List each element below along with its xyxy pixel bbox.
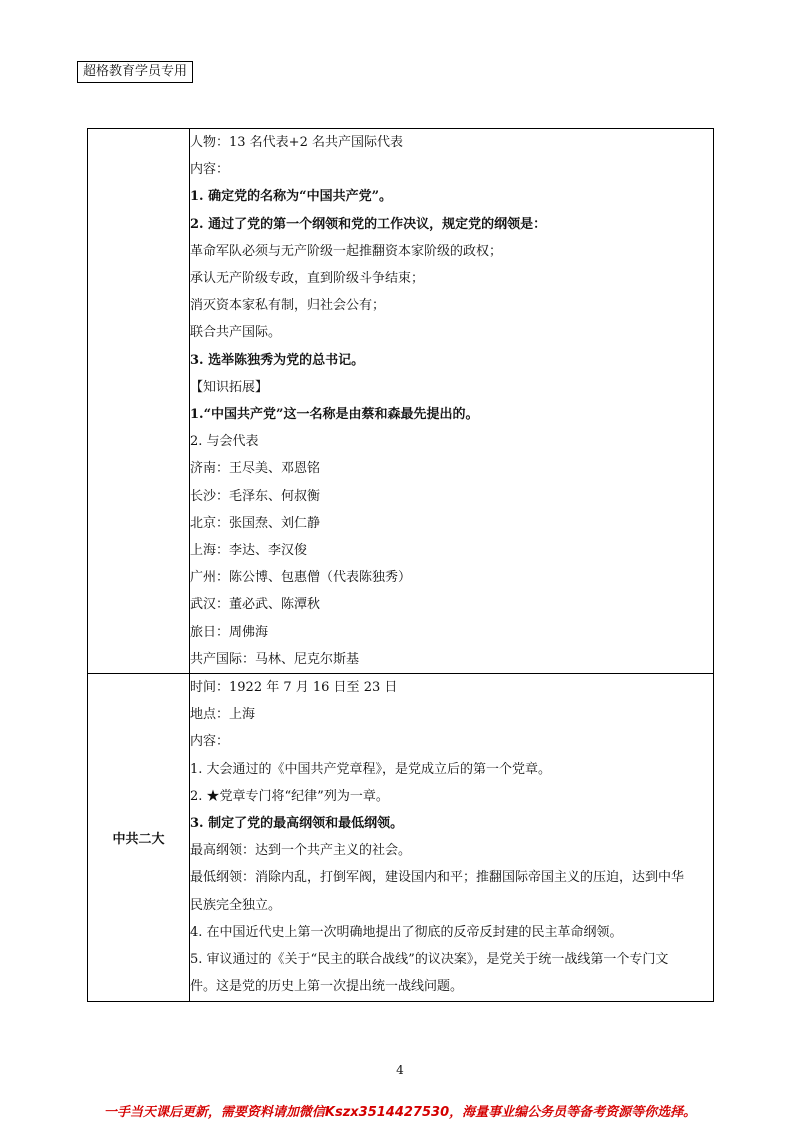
text-line: 3. 制定了党的最高纲领和最低纲领。 bbox=[190, 816, 404, 832]
text-line: 2. 与会代表 bbox=[190, 434, 259, 450]
text-line: 1. 大会通过的《中国共产党章程》，是党成立后的第一个党章。 bbox=[190, 761, 552, 777]
text-line: 消灭资本家私有制，归社会公有； bbox=[190, 298, 386, 314]
text-line: 革命军队必须与无产阶级一起推翻资本家阶级的政权； bbox=[190, 243, 503, 259]
page-number: 4 bbox=[396, 1063, 404, 1077]
text-line: 5. 审议通过的《关于“民主的联合战线”的议决案》，是党关于统一战线第一个专门文 bbox=[190, 952, 669, 968]
table-row bbox=[88, 674, 714, 1001]
text-line: 上海：李达、李汉俊 bbox=[190, 543, 308, 559]
text-line: 内容： bbox=[190, 734, 230, 750]
text-line: 最高纲领：达到一个共产主义的社会。 bbox=[190, 843, 412, 859]
text-line: 1. 确定党的名称为“中国共产党”。 bbox=[190, 189, 393, 205]
text-line: 2. 通过了党的第一个纲领和党的工作决议，规定党的纲领是： bbox=[190, 216, 547, 232]
text-line: 最低纲领：消除内乱，打倒军阀，建设国内和平；推翻国际帝国主义的压迫，达到中华 bbox=[190, 870, 685, 886]
text-line: 济南：王尽美、邓恩铭 bbox=[190, 461, 321, 477]
text-line: 地点：上海 bbox=[190, 707, 256, 723]
text-line: 共产国际：马林、尼克尔斯基 bbox=[190, 651, 360, 667]
text-line: 民族完全独立。 bbox=[190, 897, 282, 913]
text-line: 联合共产国际。 bbox=[190, 325, 282, 341]
text-line: 旅日：周佛海 bbox=[190, 624, 269, 640]
footer-note: 一手当天课后更新，需要资料请加微信Kszx3514427530，海量事业编公务员等备考资源等你选择。 bbox=[103, 1105, 697, 1120]
text-line: 人物：13 名代表+2 名共产国际代表 bbox=[190, 135, 403, 150]
text-line: 内容： bbox=[190, 162, 230, 178]
text-line: 武汉：董必武、陈潭秋 bbox=[190, 597, 321, 613]
text-line: 4. 在中国近代史上第一次明确地提出了彻底的反帝反封建的民主革命纲领。 bbox=[190, 924, 623, 940]
table-row bbox=[88, 129, 714, 674]
row-label: 中共二大 bbox=[88, 674, 190, 1001]
row-content bbox=[190, 674, 714, 1001]
header-tag: 超格教育学员专用 bbox=[77, 61, 193, 83]
text-line: 3. 选举陈独秀为党的总书记。 bbox=[190, 352, 365, 368]
row-label bbox=[88, 129, 190, 674]
text-line: 件。这是党的历史上第一次提出统一战线问题。 bbox=[190, 979, 464, 995]
text-line: 承认无产阶级专政，直到阶级斗争结束； bbox=[190, 271, 425, 287]
text-line: 1.“中国共产党”这一名称是由蔡和森最先提出的。 bbox=[190, 407, 479, 423]
text-line: 广州：陈公博、包惠僧（代表陈独秀） bbox=[190, 570, 412, 586]
row-content bbox=[190, 129, 714, 674]
text-line: 长沙：毛泽东、何叔衡 bbox=[190, 488, 321, 504]
content-table bbox=[87, 128, 714, 1002]
text-line: 北京：张国焘、刘仁静 bbox=[190, 515, 321, 531]
text-line: 2. ★党章专门将“纪律”列为一章。 bbox=[190, 788, 389, 804]
text-line: 时间：1922 年 7 月 16 日至 23 日 bbox=[190, 680, 398, 696]
text-line: 【知识拓展】 bbox=[190, 379, 269, 395]
